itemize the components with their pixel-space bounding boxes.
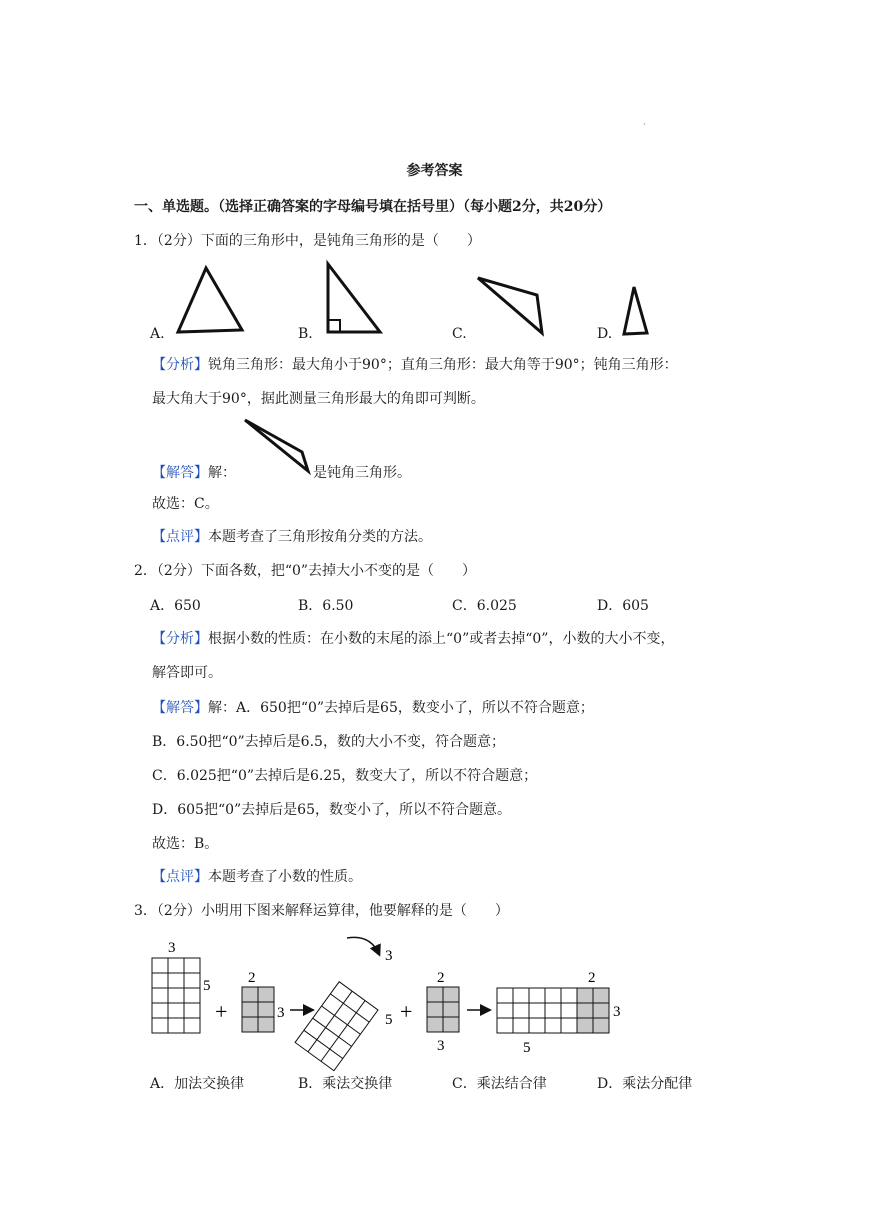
q2-option-c: C．6.025 — [452, 598, 517, 614]
q2-answer — [152, 697, 594, 717]
grid-3x5 — [152, 958, 200, 1033]
label-3-combined: 3 — [613, 1004, 621, 1020]
q3-option-b: B．乘法交换律 — [298, 1076, 393, 1092]
label-2-top-2: 2 — [437, 970, 445, 986]
q2-answer-line-2: B．6.50把“0”去掉后是6.5，数的大小不变，符合题意； — [152, 734, 505, 750]
q3-option-a: A．加法交换律 — [150, 1076, 245, 1092]
q1-triangle-c — [475, 275, 550, 340]
rotate-arrow — [347, 937, 379, 954]
analysis-tag: 【分析】 — [152, 631, 208, 647]
label-5-rotated: 5 — [385, 1012, 393, 1028]
q1-option-d: D. — [597, 326, 613, 342]
q1-triangle-b — [320, 262, 390, 337]
answer-tag: 【解答】 — [152, 465, 208, 481]
q3-figure — [145, 932, 635, 1060]
q2-answer-line-3: C．6.025把“0”去掉后是6.25，数变大了，所以不符合题意； — [152, 768, 538, 784]
label-2-top: 2 — [248, 970, 256, 986]
comment-text: 本题考查了三角形按角分类的方法。 — [208, 529, 432, 545]
q1-analysis-line2: 最大角大于90°，据此测量三角形最大的角即可判断。 — [152, 391, 485, 407]
answer-line-1: 解：A．650把“0”去掉后是65，数变小了，所以不符合题意； — [208, 700, 594, 716]
analysis-tag: 【分析】 — [152, 357, 208, 373]
q1-option-c: C. — [452, 326, 467, 342]
label-2-combined: 2 — [588, 970, 596, 986]
grid-7x3-combined — [497, 988, 609, 1033]
comment-tag: 【点评】 — [152, 529, 208, 545]
analysis-text: 锐角三角形：最大角小于90°；直角三角形：最大角等于90°；钝角三角形： — [208, 357, 678, 373]
label-3-bottom: 3 — [437, 1038, 445, 1054]
label-5-right: 5 — [203, 978, 211, 994]
q1-option-a: A. — [150, 326, 165, 342]
q3-option-d: D．乘法分配律 — [597, 1076, 693, 1092]
q2-choice: 故选：B。 — [152, 836, 219, 852]
page-mark: · — [643, 120, 646, 129]
q2-analysis-line2: 解答即可。 — [152, 665, 222, 681]
analysis-text: 根据小数的性质：在小数的末尾的添上“0”或者去掉“0”，小数的大小不变， — [208, 631, 675, 647]
plus-sign-1: + — [215, 999, 228, 1024]
q2-option-a: A．650 — [150, 598, 201, 614]
grid-2x3-shaded-2 — [427, 987, 459, 1032]
grid-2x3-shaded — [242, 987, 274, 1032]
q2-comment — [152, 866, 362, 886]
plus-sign-2: + — [400, 999, 413, 1024]
q2-option-b: B．6.50 — [298, 598, 354, 614]
q1-triangle-d — [620, 284, 655, 339]
q1-comment — [152, 526, 432, 546]
q2-option-d: D．605 — [597, 598, 649, 614]
grid-rotated — [295, 982, 378, 1071]
comment-text: 本题考查了小数的性质。 — [208, 869, 362, 885]
q3-stem: 3．（2分）小明用下图来解释运算律，他要解释的是（ ） — [134, 903, 509, 919]
q1-option-b: B. — [298, 326, 313, 342]
label-3-right: 3 — [277, 1005, 285, 1021]
q1-answer-triangle — [242, 417, 314, 475]
label-3-top: 3 — [168, 940, 176, 956]
q3-option-c: C．乘法结合律 — [452, 1076, 547, 1092]
q2-answer-line-4: D．605把“0”去掉后是65，数变小了，所以不符合题意。 — [152, 802, 511, 818]
section-heading: 一、单选题。（选择正确答案的字母编号填在括号里）（每小题2分，共20分） — [134, 199, 612, 215]
q1-choice: 故选：C。 — [152, 496, 219, 512]
q1-answer — [152, 462, 236, 482]
label-3-rotated: 3 — [385, 948, 393, 964]
q1-stem: 1．（2分）下面的三角形中，是钝角三角形的是（ ） — [134, 233, 481, 249]
q1-answer-suffix: 是钝角三角形。 — [313, 465, 411, 481]
q1-triangle-a — [170, 262, 250, 337]
answer-prefix: 解： — [208, 465, 236, 481]
q2-analysis — [152, 628, 674, 648]
q2-stem: 2．（2分）下面各数，把“0”去掉大小不变的是（ ） — [134, 563, 477, 579]
label-5-combined: 5 — [523, 1040, 531, 1056]
answer-tag: 【解答】 — [152, 700, 208, 716]
comment-tag: 【点评】 — [152, 869, 208, 885]
q1-analysis — [152, 354, 678, 374]
page-title: 参考答案 — [406, 163, 463, 179]
